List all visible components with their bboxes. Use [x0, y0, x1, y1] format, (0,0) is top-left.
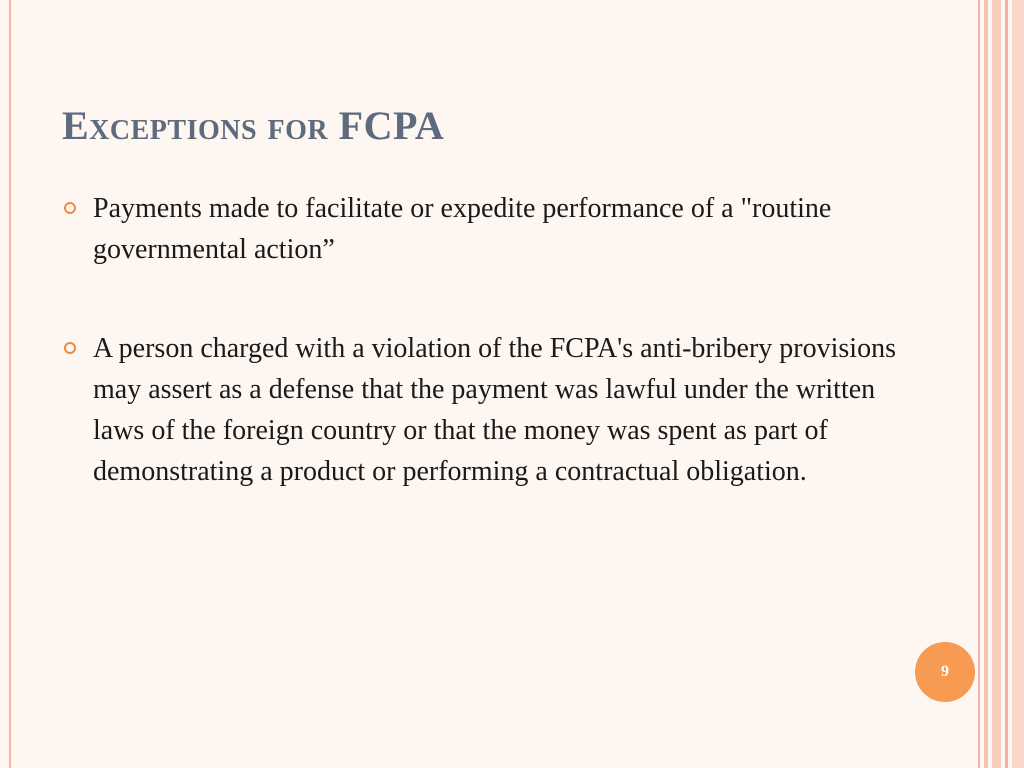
bullet-list	[62, 188, 902, 550]
slide-title: Exceptions for FCPA	[62, 103, 445, 148]
bullet-item	[62, 188, 902, 270]
left-border-rule	[9, 0, 11, 768]
right-decorative-stripes	[978, 0, 1024, 768]
page-number: 9	[941, 663, 949, 680]
stripe	[978, 0, 980, 768]
hollow-circle-bullet-icon	[64, 342, 76, 354]
bullet-text: Payments made to facilitate or expedite performance of a "routine governmental action”	[93, 193, 832, 265]
stripe	[992, 0, 1001, 768]
hollow-circle-bullet-icon	[64, 202, 76, 214]
bullet-item	[62, 328, 902, 492]
stripe	[984, 0, 988, 768]
bullet-text: A person charged with a violation of the FCPA's anti-bribery provisions may assert as a defense that the payment was lawful under the written laws of the foreign country or that the money was spent as part of demonstrating a product or performing a contractual obligation.	[93, 333, 896, 487]
stripe	[1005, 0, 1008, 768]
page-number-badge	[915, 642, 975, 702]
stripe	[1012, 0, 1024, 768]
